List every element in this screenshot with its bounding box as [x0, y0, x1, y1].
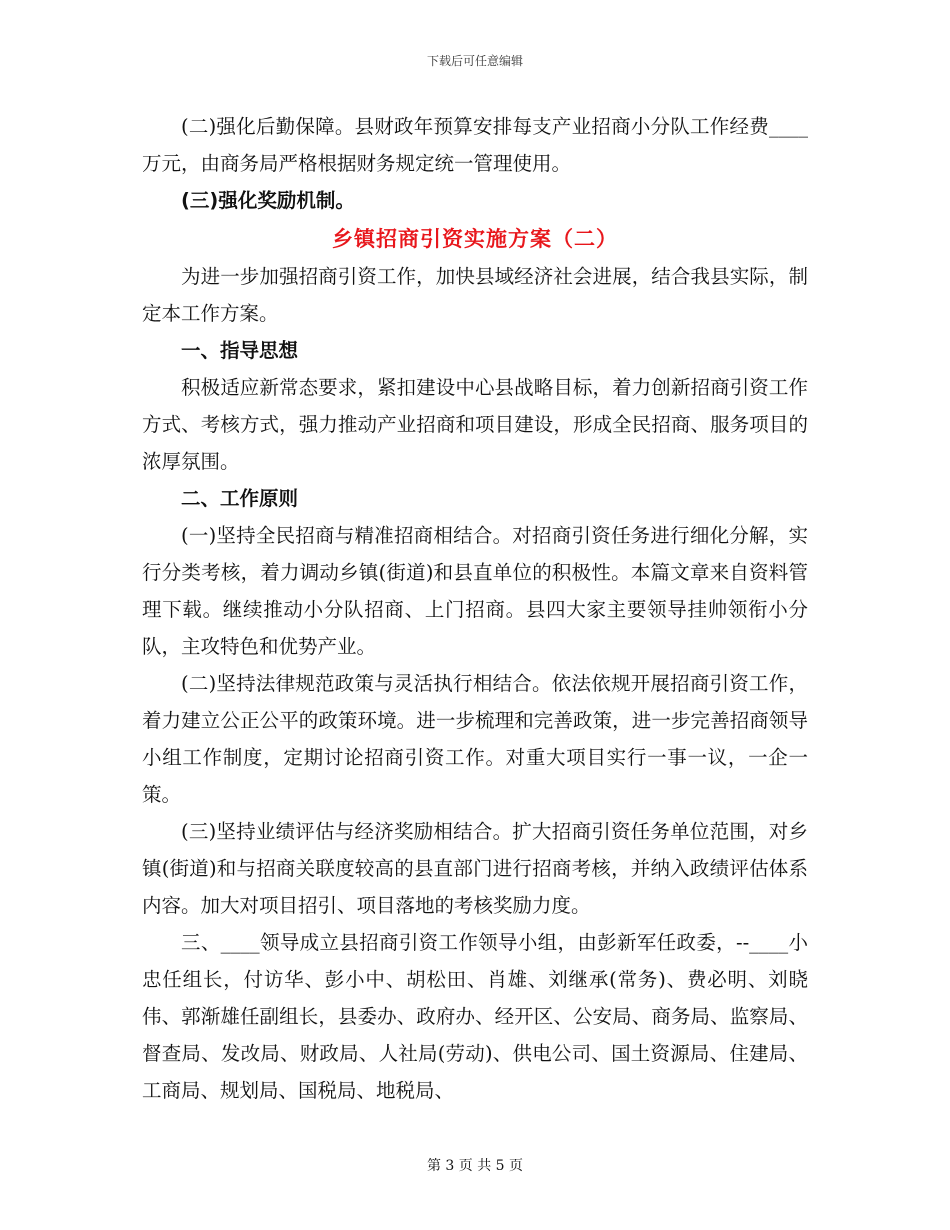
paragraph-leadership: 三、____领导成立县招商引资工作领导小组，由彭新军任政委，--____小忠任组长，付访华、彭小中、胡松田、肖雄、刘继承(常务)、费必明、刘晓伟、郭渐雄任副组长，县委办、政府办、经开区、公安局、商务局、监察局、督查局、发改局、财政局、人社局(劳动)、供电公司、国土资源局、住建局、工商局、规划局、国税局、地税局、 [142, 931, 808, 1102]
paragraph-guiding-ideology: 积极适应新常态要求，紧扣建设中心县战略目标，着力创新招商引资工作方式、考核方式，强力推动产业招商和项目建设，形成全民招商、服务项目的浓厚氛围。 [142, 376, 808, 473]
paragraph-intro: 为进一步加强招商引资工作，加快县域经济社会进展，结合我县实际，制定本工作方案。 [142, 265, 808, 325]
paragraph-principle-2: (二)坚持法律规范政策与灵活执行相结合。依法依规开展招商引资工作，着力建立公正公平的政策环境。进一步梳理和完善政策，进一步完善招商领导小组工作制度，定期讨论招商引资工作。对重大项目实行一事一议，一企一策。 [142, 672, 808, 806]
heading-reward-mechanism: (三)强化奖励机制。 [181, 189, 355, 212]
page-number: 第 3 页 共 5 页 [426, 1158, 524, 1174]
document-title: 乡镇招商引资实施方案（二） [332, 227, 618, 251]
document-body [142, 108, 808, 1109]
heading-guiding-ideology: 一、指导思想 [181, 339, 299, 362]
page-header-note: 下载后可任意编辑 [426, 54, 523, 68]
paragraph-principle-1: (一)坚持全民招商与精准招商相结合。对招商引资任务进行细化分解，实行分类考核，着力调动乡镇(街道)和县直单位的积极性。本篇文章来自资料管理下载。继续推动小分队招商、上门招商。县四大家主要领导挂帅领衔小分队，主攻特色和优势产业。 [142, 524, 808, 658]
heading-work-principles: 二、工作原则 [181, 487, 299, 510]
paragraph-logistics: (二)强化后勤保障。县财政年预算安排每支产业招商小分队工作经费____万元，由商务局严格根据财务规定统一管理使用。 [142, 115, 808, 175]
paragraph-principle-3: (三)坚持业绩评估与经济奖励相结合。扩大招商引资任务单位范围，对乡镇(街道)和与招商关联度较高的县直部门进行招商考核，并纳入政绩评估体系内容。加大对项目招引、项目落地的考核奖励力度。 [142, 820, 808, 917]
